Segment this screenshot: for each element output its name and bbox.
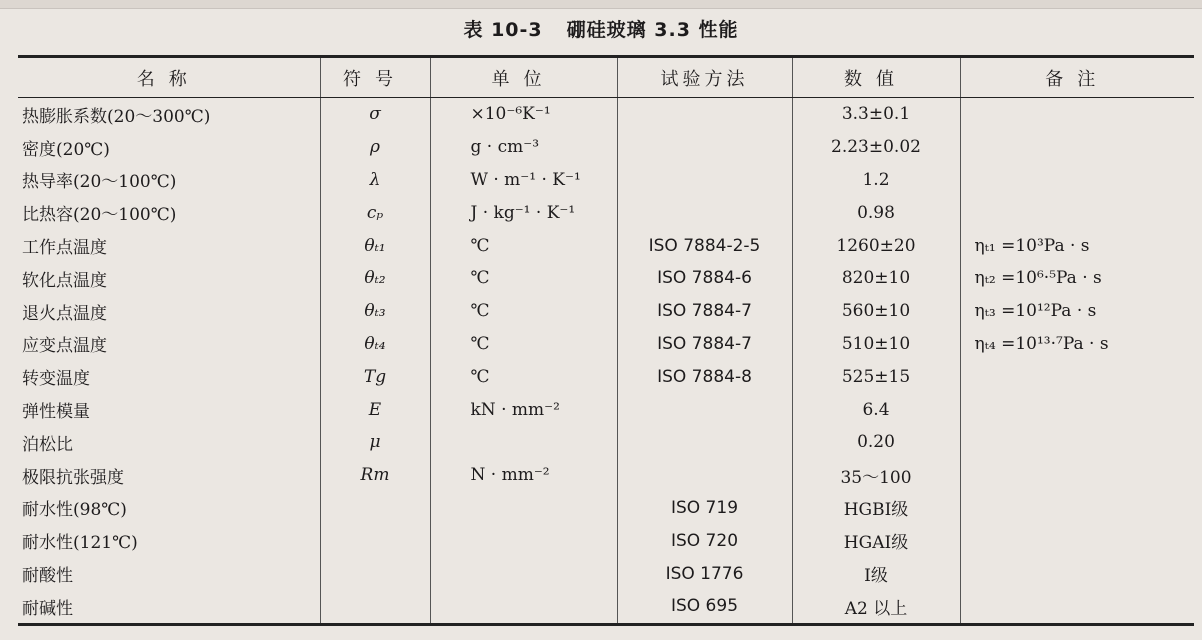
page-top-edge	[0, 0, 1202, 9]
cell-symbol: E	[320, 393, 430, 426]
cell-method: ISO 7884-6	[617, 262, 792, 295]
cell-name: 软化点温度	[22, 270, 107, 291]
table-row	[18, 328, 1194, 361]
cell-value: 820±10	[792, 262, 960, 295]
cell-unit: g · cm⁻³	[430, 131, 617, 164]
header-unit: 单位	[430, 57, 617, 98]
cell-value: 0.98	[792, 196, 960, 229]
cell-value: 35～100	[792, 459, 960, 492]
cell-remark: ηₜ₄ =10¹³·⁷Pa · s	[960, 328, 1194, 361]
cell-remark	[960, 557, 1194, 590]
cell-unit: W · m⁻¹ · K⁻¹	[430, 164, 617, 197]
cell-method: ISO 695	[617, 590, 792, 624]
cell-symbol	[320, 590, 430, 624]
cell-method: ISO 719	[617, 492, 792, 525]
cell-unit: ℃	[430, 229, 617, 262]
header-method: 试验方法	[617, 57, 792, 98]
table-row	[18, 590, 1194, 624]
cell-remark	[960, 98, 1194, 131]
cell-method: ISO 1776	[617, 557, 792, 590]
cell-symbol	[320, 492, 430, 525]
cell-method	[617, 393, 792, 426]
cell-unit: N · mm⁻²	[430, 459, 617, 492]
cell-value: A2 以上	[792, 590, 960, 624]
cell-name: 应变点温度	[22, 336, 107, 357]
cell-value: 2.23±0.02	[792, 131, 960, 164]
cell-symbol: Rm	[320, 459, 430, 492]
table-row	[18, 524, 1194, 557]
cell-name: 工作点温度	[22, 238, 107, 259]
table-row	[18, 98, 1194, 131]
cell-value: 510±10	[792, 328, 960, 361]
table-row	[18, 459, 1194, 492]
cell-symbol: cₚ	[320, 196, 430, 229]
cell-unit	[430, 426, 617, 459]
cell-remark: ηₜ₃ =10¹²Pa · s	[960, 295, 1194, 328]
cell-method	[617, 164, 792, 197]
cell-value: 1260±20	[792, 229, 960, 262]
cell-value: 0.20	[792, 426, 960, 459]
cell-unit: J · kg⁻¹ · K⁻¹	[430, 196, 617, 229]
cell-symbol: θₜ₃	[320, 295, 430, 328]
cell-remark	[960, 196, 1194, 229]
table-title: 硼硅玻璃 3.3 性能	[566, 19, 739, 41]
cell-remark	[960, 131, 1194, 164]
cell-symbol	[320, 524, 430, 557]
cell-symbol: ρ	[320, 131, 430, 164]
header-symbol: 符号	[320, 57, 430, 98]
cell-value: 6.4	[792, 393, 960, 426]
properties-table	[18, 55, 1194, 626]
cell-name: 热导率(20～100℃)	[22, 172, 177, 193]
cell-symbol: θₜ₂	[320, 262, 430, 295]
cell-unit	[430, 590, 617, 624]
table-number: 表 10-3	[463, 19, 543, 41]
cell-name: 比热容(20～100℃)	[22, 205, 177, 226]
cell-name: 弹性模量	[22, 402, 90, 423]
cell-name: 极限抗张强度	[22, 467, 124, 488]
cell-name: 耐水性(98℃)	[22, 500, 127, 521]
cell-method: ISO 720	[617, 524, 792, 557]
cell-unit: ℃	[430, 295, 617, 328]
table-row	[18, 196, 1194, 229]
table-row	[18, 131, 1194, 164]
table-row	[18, 262, 1194, 295]
cell-unit: ×10⁻⁶K⁻¹	[430, 98, 617, 131]
cell-method	[617, 98, 792, 131]
header-remark: 备注	[960, 57, 1194, 98]
cell-unit: ℃	[430, 360, 617, 393]
cell-remark	[960, 524, 1194, 557]
cell-symbol: μ	[320, 426, 430, 459]
cell-remark: ηₜ₂ =10⁶·⁵Pa · s	[960, 262, 1194, 295]
cell-symbol: θₜ₁	[320, 229, 430, 262]
cell-method	[617, 426, 792, 459]
table-row	[18, 393, 1194, 426]
cell-remark	[960, 360, 1194, 393]
cell-value: 560±10	[792, 295, 960, 328]
table-row	[18, 492, 1194, 525]
cell-method	[617, 131, 792, 164]
cell-method	[617, 196, 792, 229]
cell-method: ISO 7884-7	[617, 328, 792, 361]
cell-remark	[960, 426, 1194, 459]
cell-remark	[960, 590, 1194, 624]
cell-name: 退火点温度	[22, 303, 107, 324]
cell-remark	[960, 459, 1194, 492]
cell-remark	[960, 492, 1194, 525]
cell-unit: ℃	[430, 328, 617, 361]
cell-symbol: θₜ₄	[320, 328, 430, 361]
cell-name: 转变温度	[22, 369, 90, 390]
header-value: 数值	[792, 57, 960, 98]
cell-name: 热膨胀系数(20～300℃)	[22, 106, 211, 127]
cell-symbol: λ	[320, 164, 430, 197]
cell-value: 1.2	[792, 164, 960, 197]
table-row	[18, 164, 1194, 197]
table-header-row	[18, 57, 1194, 98]
cell-method: ISO 7884-8	[617, 360, 792, 393]
cell-unit: kN · mm⁻²	[430, 393, 617, 426]
cell-unit: ℃	[430, 262, 617, 295]
header-name: 名称	[18, 57, 320, 98]
cell-name: 耐水性(121℃)	[22, 533, 138, 554]
cell-name: 耐碱性	[18, 590, 320, 624]
cell-name: 耐酸性	[22, 566, 73, 587]
table-row	[18, 360, 1194, 393]
table-row	[18, 426, 1194, 459]
cell-remark	[960, 393, 1194, 426]
cell-method: ISO 7884-7	[617, 295, 792, 328]
cell-unit	[430, 557, 617, 590]
cell-unit	[430, 524, 617, 557]
cell-value: Ⅰ级	[792, 557, 960, 590]
cell-remark	[960, 164, 1194, 197]
cell-method: ISO 7884-2-5	[617, 229, 792, 262]
cell-method	[617, 459, 792, 492]
table-row	[18, 557, 1194, 590]
cell-value: HGBⅠ级	[792, 492, 960, 525]
cell-symbol: Tg	[320, 360, 430, 393]
cell-value: 525±15	[792, 360, 960, 393]
table-row	[18, 229, 1194, 262]
cell-remark: ηₜ₁ =10³Pa · s	[960, 229, 1194, 262]
table-caption	[0, 14, 1202, 46]
cell-name: 泊松比	[22, 434, 73, 455]
cell-name: 密度(20℃)	[22, 139, 110, 160]
cell-symbol: σ	[320, 98, 430, 131]
cell-value: HGAⅠ级	[792, 524, 960, 557]
table-row	[18, 295, 1194, 328]
cell-unit	[430, 492, 617, 525]
cell-value: 3.3±0.1	[792, 98, 960, 131]
cell-symbol	[320, 557, 430, 590]
